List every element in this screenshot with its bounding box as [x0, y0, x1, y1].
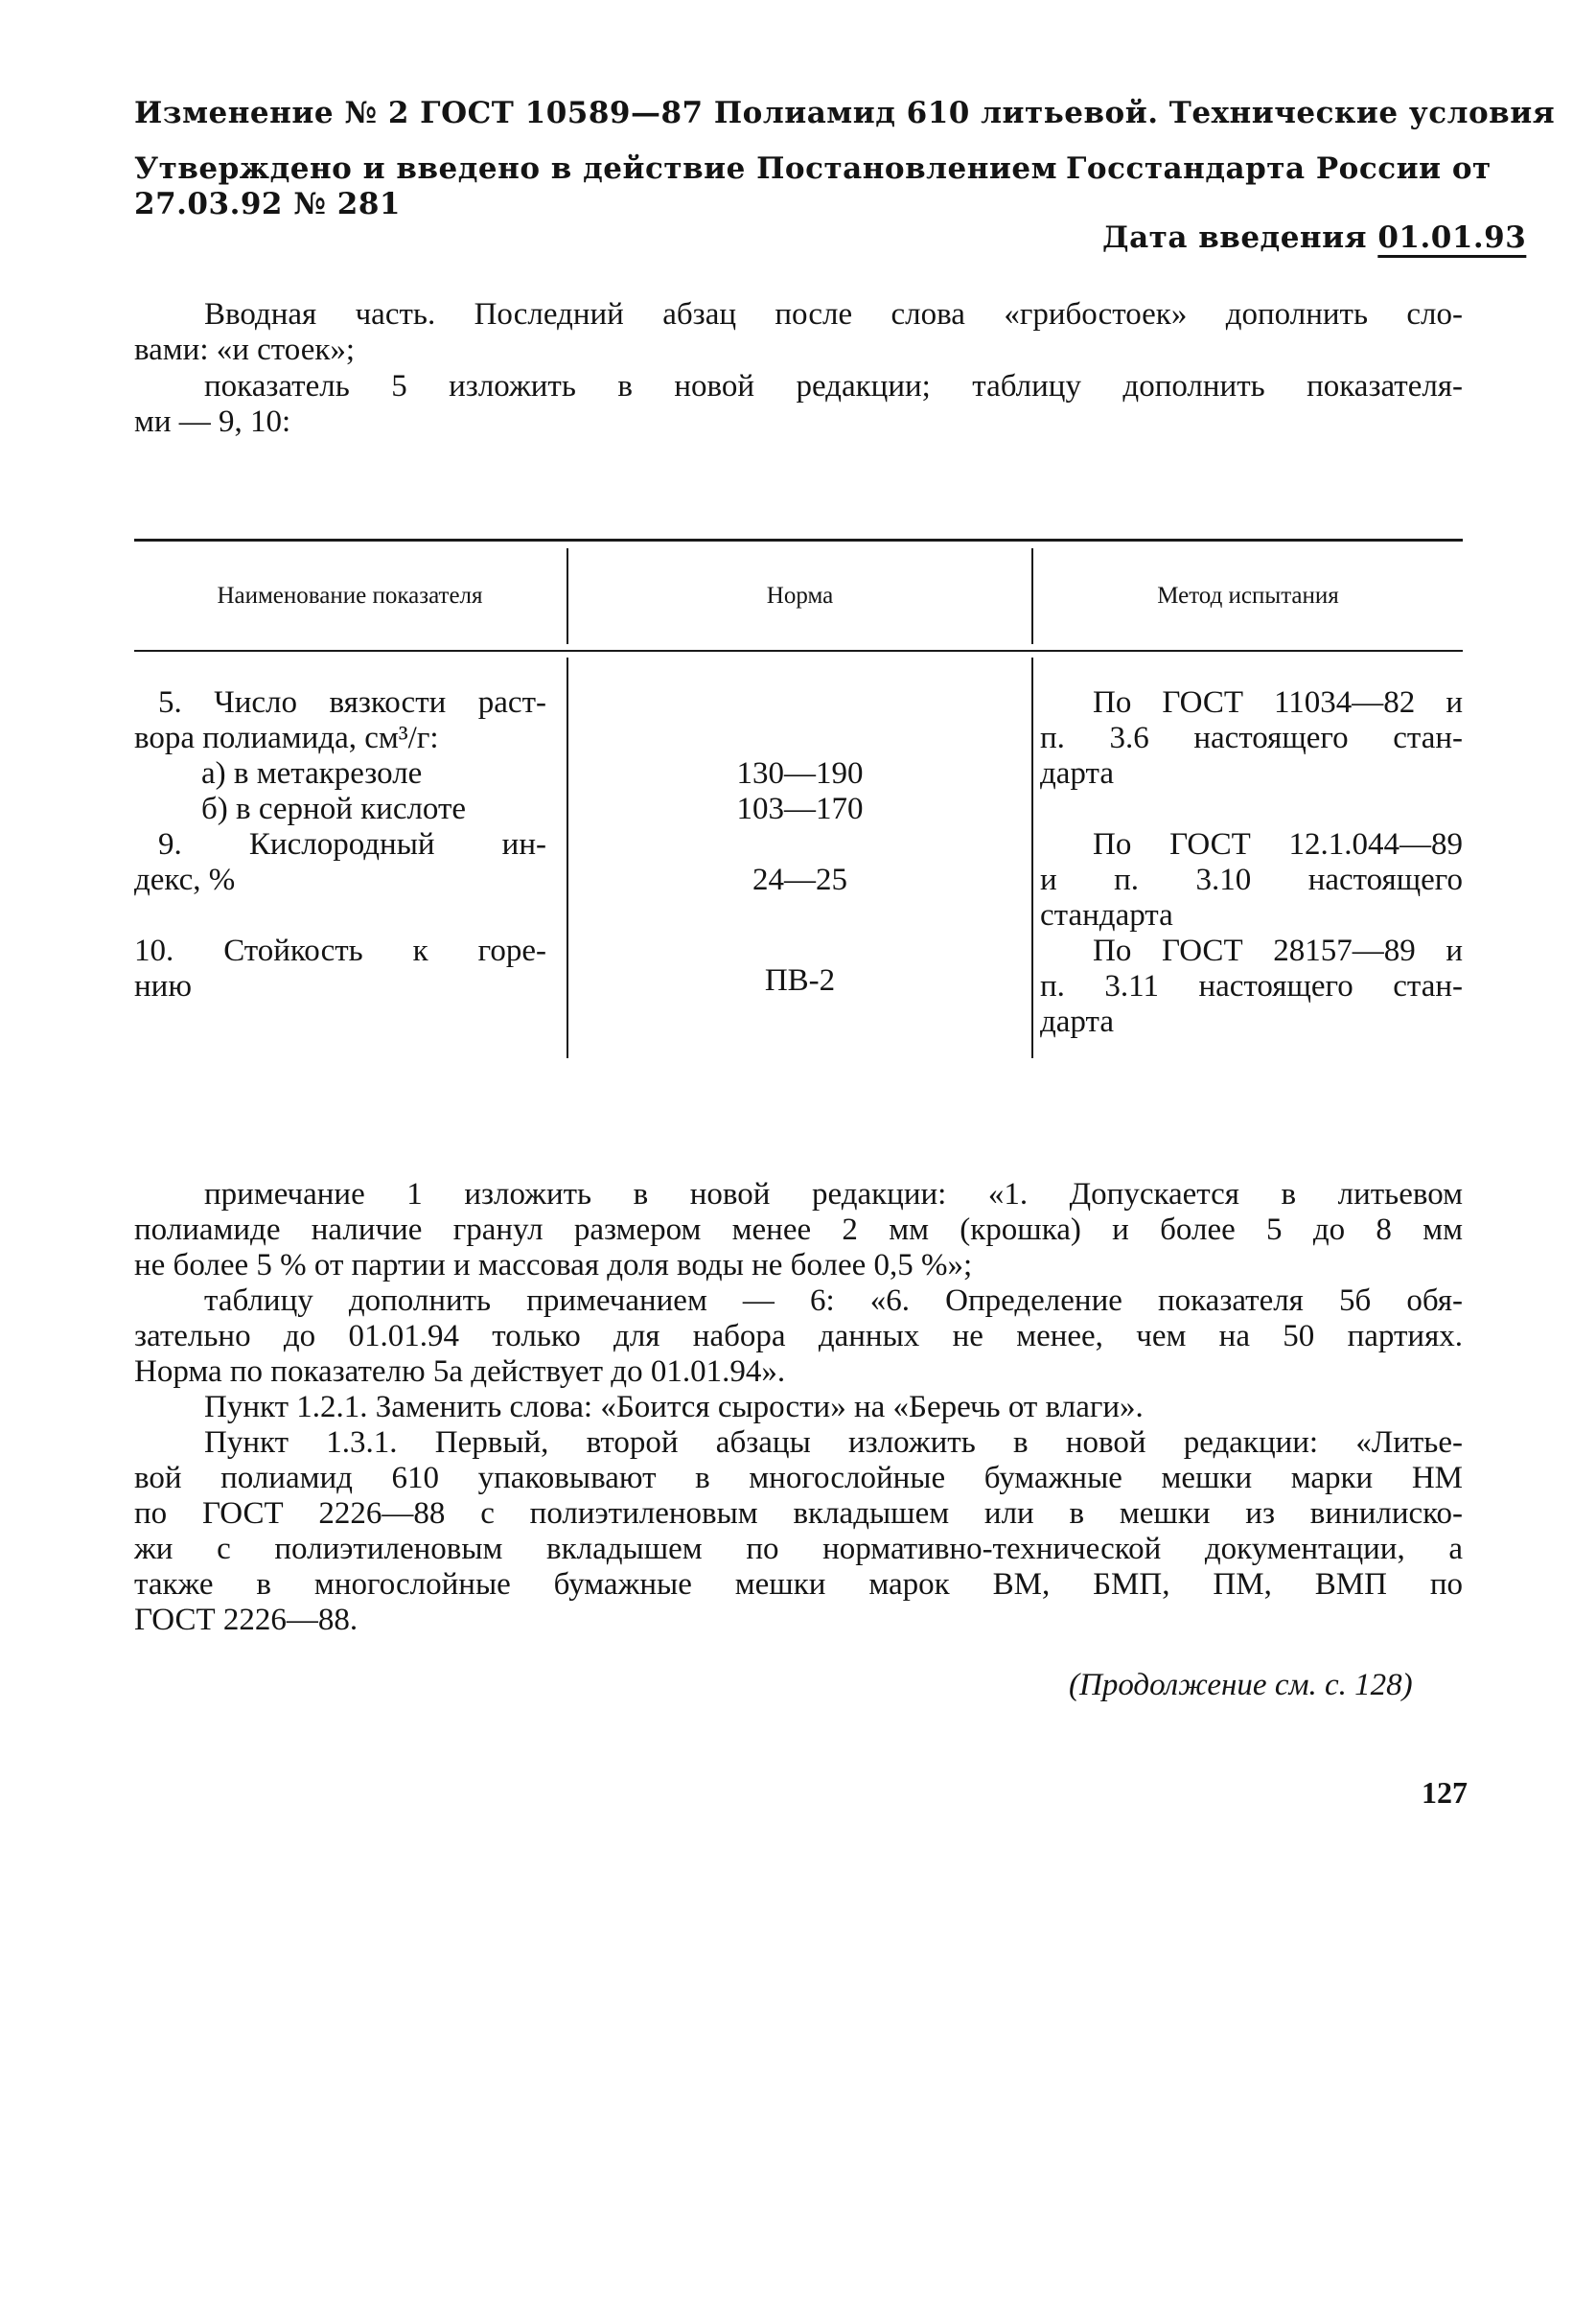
method-spacer: [1040, 792, 1463, 827]
body-line: по ГОСТ 2226—88 с полиэтиленовым вкладышем или в мешки из винилиско-: [134, 1496, 1463, 1531]
body-line: примечание 1 изложить в новой редакции: «1. Допускается в литьевом: [204, 1177, 1463, 1212]
table-header-rule: [134, 650, 1463, 652]
approval-line-1: Утверждено и введено в действие Постановлением: [134, 151, 1058, 186]
method-5-line-1: По ГОСТ 11034—82 и: [1093, 685, 1463, 720]
document-title: Изменение № 2 ГОСТ 10589—87 Полиамид 610 литьевой. Технические условия: [134, 96, 1556, 130]
effective-date-value: 01.01.93: [1377, 220, 1527, 255]
indicator-5a: а) в метакрезоле: [201, 756, 423, 791]
method-10-line-1: По ГОСТ 28157—89 и: [1093, 934, 1463, 968]
method-5-line-2: п. 3.6 настоящего стан-: [1040, 721, 1463, 755]
body-line: таблицу дополнить примечанием — 6: «6. Определение показателя 5б обя-: [204, 1283, 1463, 1318]
effective-date-label: Дата введения: [1102, 220, 1368, 255]
indicator-5b: б) в серной кислоте: [201, 792, 467, 826]
norm-5a: 130—190: [736, 756, 864, 791]
intro-paragraph-1-line-1: Вводная часть. Последний абзац после слова «грибостоек» дополнить сло-: [204, 297, 1463, 332]
table-body-divider-2: [1031, 658, 1033, 1058]
body-line: также в многослойные бумажные мешки марок ВМ, БМП, ПМ, ВМП по: [134, 1567, 1463, 1602]
table-col-indicator: [134, 685, 546, 1005]
body-line: не более 5 % от партии и массовая доля воды не более 0,5 %»;: [134, 1248, 973, 1282]
indicator-9-line-2: декс, %: [134, 863, 236, 897]
body-line: ГОСТ 2226—88.: [134, 1603, 359, 1637]
method-10-line-3: дарта: [1040, 1005, 1114, 1039]
table-header-method: Метод испытания: [1157, 583, 1339, 609]
method-10-line-2: п. 3.11 настоящего стан-: [1040, 969, 1463, 1004]
indicator-5-line-2: вора полиамида, см³/г:: [134, 721, 439, 755]
body-line: полиамиде наличие гранул размером менее 2 мм (крошка) и более 5 до 8 мм: [134, 1213, 1463, 1247]
indicator-9-line-1: 9. Кислородный ин-: [158, 827, 546, 862]
table-header-indicator: Наименование показателя: [217, 583, 483, 609]
norm-10: ПВ-2: [764, 963, 836, 998]
body-line: зательно до 01.01.94 только для набора данных не менее, чем на 50 партиях.: [134, 1319, 1463, 1353]
intro-paragraph-2-line-1: показатель 5 изложить в новой редакции; таблицу дополнить показателя-: [204, 369, 1463, 404]
intro-paragraph-2-line-2: ми — 9, 10:: [134, 404, 291, 439]
body-line: Пункт 1.3.1. Первый, второй абзацы изложить в новой редакции: «Литье-: [204, 1425, 1463, 1460]
method-9-line-3: стандарта: [1040, 898, 1173, 933]
indicator-10-line-2: нию: [134, 969, 192, 1004]
norm-5b: 103—170: [736, 792, 864, 826]
page-number: 127: [1422, 1775, 1468, 1810]
indicator-spacer: [134, 898, 546, 934]
method-9-line-2: и п. 3.10 настоящего: [1040, 863, 1463, 897]
approval-line-2: 27.03.92 № 281: [134, 187, 401, 221]
intro-paragraph-1-line-2: вами: «и стоек»;: [134, 333, 356, 367]
method-5-line-3: дарта: [1040, 756, 1114, 791]
body-line: Норма по показателю 5а действует до 01.01.94».: [134, 1354, 786, 1389]
effective-date-block: [1102, 220, 1526, 255]
table-header-norm: Норма: [766, 583, 834, 609]
table-col-method: [1040, 685, 1463, 1040]
body-line: вой полиамид 610 упаковывают в многослойные бумажные мешки марки НМ: [134, 1461, 1463, 1495]
approval-line-1-tail: Госстандарта России от: [1066, 151, 1492, 186]
body-line: жи с полиэтиленовым вкладышем по нормативно-технической документации, а: [134, 1532, 1463, 1566]
indicator-10-line-1: 10. Стойкость к горе-: [134, 934, 546, 968]
continuation-note: (Продолжение см. с. 128): [1069, 1668, 1413, 1702]
table-top-rule: [134, 539, 1463, 542]
norm-9: 24—25: [752, 863, 847, 897]
body-line: Пункт 1.2.1. Заменить слова: «Боится сырости» на «Беречь от влаги».: [204, 1390, 1144, 1424]
method-9-line-1: По ГОСТ 12.1.044—89: [1093, 827, 1463, 862]
indicator-5-line-1: 5. Число вязкости раст-: [158, 685, 546, 720]
